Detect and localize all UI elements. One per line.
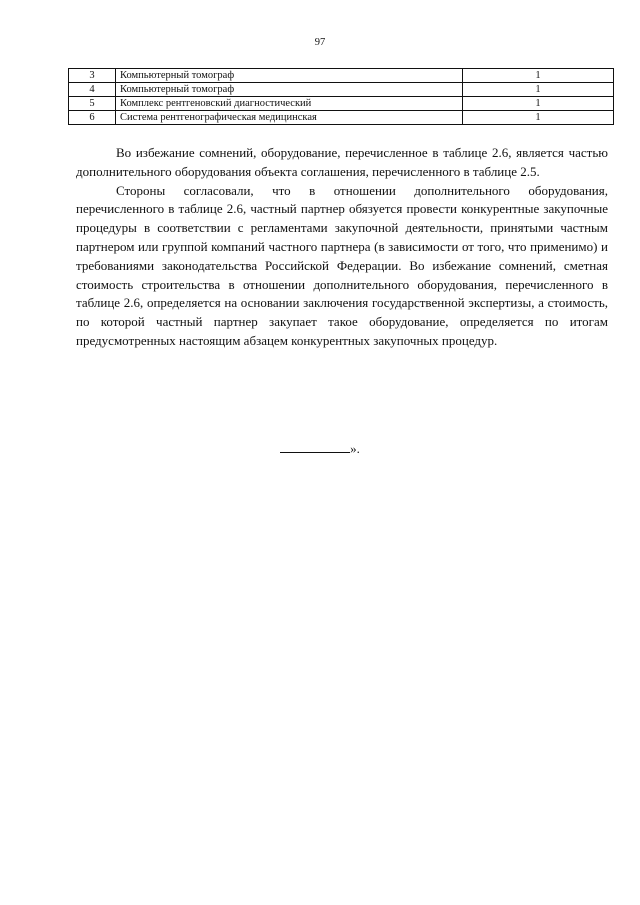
equipment-table [68, 68, 614, 125]
body-text [76, 144, 608, 351]
equipment-name: Комплекс рентгеновский диагностический [116, 97, 463, 111]
row-number: 4 [69, 83, 116, 97]
closing-line [0, 440, 640, 457]
signature-blank [280, 440, 350, 453]
equipment-quantity: 1 [463, 69, 614, 83]
equipment-quantity: 1 [463, 97, 614, 111]
equipment-name: Система рентгенографическая медицинская [116, 111, 463, 125]
closing-quote: ». [350, 441, 360, 456]
table-row [69, 97, 614, 111]
row-number: 5 [69, 97, 116, 111]
table-row [69, 83, 614, 97]
table-row [69, 69, 614, 83]
row-number: 6 [69, 111, 116, 125]
row-number: 3 [69, 69, 116, 83]
table-row [69, 111, 614, 125]
equipment-name: Компьютерный томограф [116, 83, 463, 97]
equipment-quantity: 1 [463, 111, 614, 125]
equipment-quantity: 1 [463, 83, 614, 97]
page-number: 97 [314, 37, 326, 48]
equipment-name: Компьютерный томограф [116, 69, 463, 83]
paragraph-equipment-note: Во избежание сомнений, оборудование, перечисленное в таблице 2.6, является частью дополнительного оборудования объекта соглашения, перечисленного в таблице 2.5. [76, 145, 608, 179]
paragraph-procurement: Стороны согласовали, что в отношении дополнительного оборудования, перечисленного в таблице 2.6, частный партнер обязуется провести конкурентные закупочные процедуры в соответствии с регламентами закупочной деятельности, принятыми частным партнером или группой компаний частного партнера (в зависимости от того, что применимо) и требованиями законодательства Российской Федерации. Во избежание сомнений, сметная стоимость строительства в отношении дополнительного оборудования, перечисленного в таблице 2.6, определяется на основании заключения государственной экспертизы, а стоимость, по которой частный партнер закупает такое оборудование, определяется по итогам предусмотренных настоящим абзацем конкурентных закупочных процедур. [76, 182, 608, 348]
